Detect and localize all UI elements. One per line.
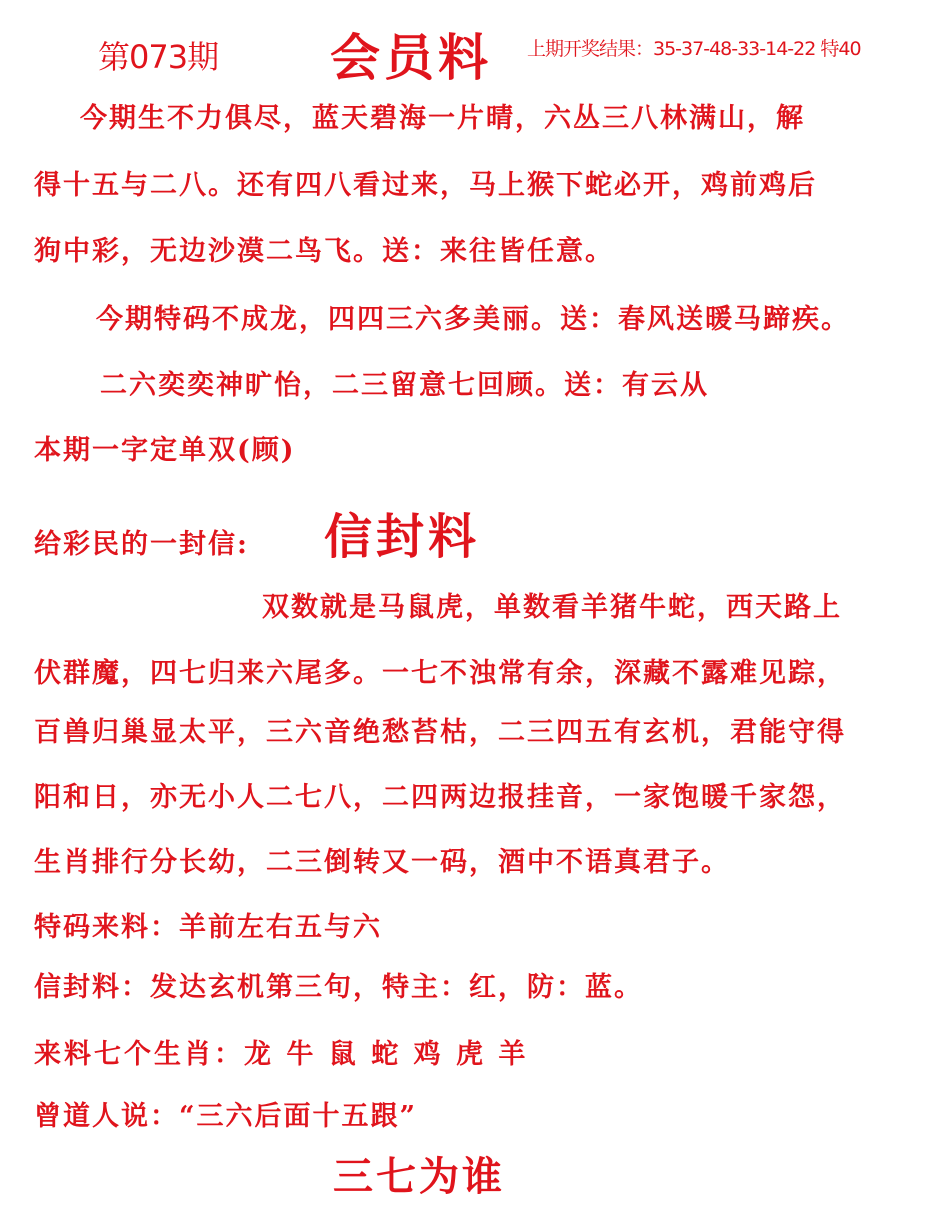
- last-draw-result: 上期开奖结果：35-37-48-33-14-22 特40: [527, 38, 861, 60]
- letter-intro: 给彩民的一封信:: [34, 529, 249, 560]
- member-title: 会员料: [330, 28, 492, 87]
- letter-line-2: 伏群魔，四七归来六尾多。一七不浊常有余，深藏不露难见踪，: [34, 658, 846, 689]
- poem-line-4: 今期特码不成龙，四四三六多美丽。送：春风送暖马蹄疾。: [96, 304, 850, 335]
- poem-line-3: 狗中彩，无边沙漠二鸟飞。送：来往皆任意。: [34, 236, 614, 267]
- letter-line-3: 百兽归巢显太平，三六音绝愁苔枯，二三四五有玄机，君能守得: [34, 717, 846, 748]
- seven-zodiacs: 来料七个生肖：龙 牛 鼠 蛇 鸡 虎 羊: [34, 1039, 529, 1070]
- special-code-source: 特码来料：羊前左右五与六: [34, 912, 382, 943]
- letter-line-1: 双数就是马鼠虎，单数看羊猪牛蛇，西天路上: [262, 592, 842, 623]
- single-character-pick: 本期一字定单双(顾): [34, 435, 296, 466]
- final-riddle: 三七为谁: [333, 1153, 505, 1200]
- issue-number: 第073期: [98, 38, 219, 76]
- envelope-tip: 信封料：发达玄机第三句，特主：红，防：蓝。: [34, 972, 643, 1003]
- poem-line-5: 二六奕奕神旷怡，二三留意七回顾。送：有云从: [100, 370, 709, 401]
- letter-line-5: 生肖排行分长幼，二三倒转又一码，酒中不语真君子。: [34, 847, 730, 878]
- taoist-quote: 曾道人说：“三六后面十五跟”: [34, 1101, 418, 1132]
- poem-line-1: 今期生不力俱尽，蓝天碧海一片晴，六丛三八林满山，解: [80, 103, 805, 134]
- poem-line-2: 得十五与二八。还有四八看过来，马上猴下蛇必开，鸡前鸡后: [34, 170, 817, 201]
- letter-line-4: 阳和日，亦无小人二七八，二四两边报挂音，一家饱暖千家怨，: [34, 782, 846, 813]
- envelope-title: 信封料: [324, 509, 481, 565]
